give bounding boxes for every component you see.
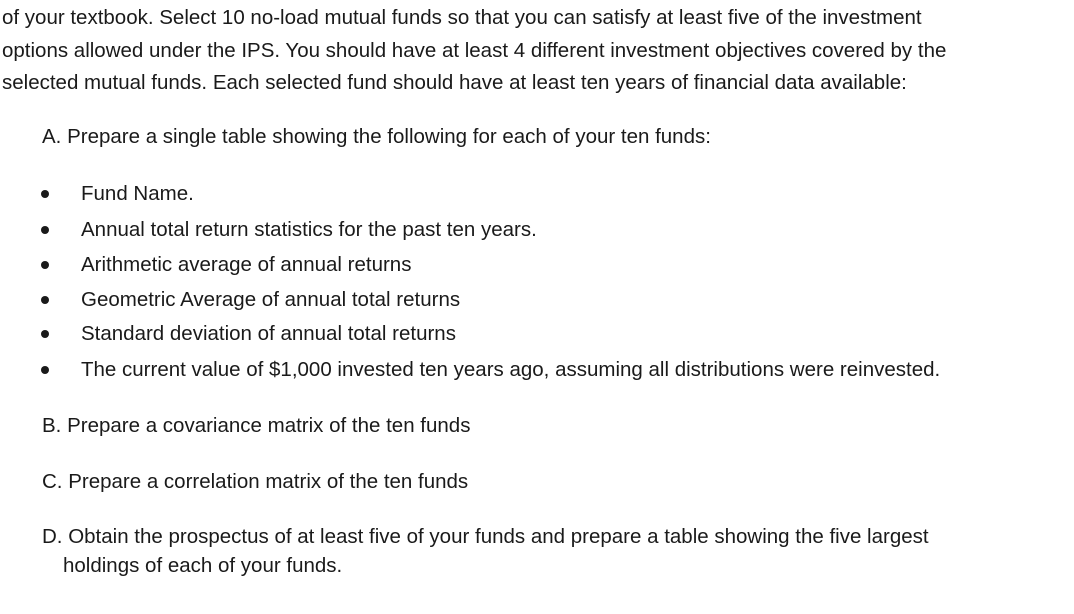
section-d-line-1: D. Obtain the prospectus of at least five of your funds and prepare a table showing the five largest (42, 525, 929, 548)
intro-paragraph (2, 2, 1062, 100)
bullet-text: The current value of $1,000 invested ten years ago, assuming all distributions were reinvested. (81, 358, 941, 381)
bullet-icon (41, 226, 49, 234)
bullet-icon (41, 296, 49, 304)
section-d-paragraph (42, 522, 1042, 580)
section-c-text: C. Prepare a correlation matrix of the ten funds (42, 470, 469, 493)
bullet-icon (41, 261, 49, 269)
intro-line-3: selected mutual funds. Each selected fund should have at least ten years of financial data available: (2, 71, 907, 94)
section-a-heading: A. Prepare a single table showing the following for each of your ten funds: (42, 125, 711, 148)
section-d-line-2: holdings of each of your funds. (63, 554, 343, 577)
intro-line-2: options allowed under the IPS. You should have at least 4 different investment objectives covered by the (2, 38, 947, 62)
bullet-text: Arithmetic average of annual returns (81, 253, 412, 276)
bullet-icon (41, 190, 49, 198)
bullet-icon (41, 366, 49, 374)
bullet-icon (41, 330, 49, 338)
intro-line-1: of your textbook. Select 10 no-load mutual funds so that you can satisfy at least five of the investment (2, 6, 922, 29)
bullet-text: Fund Name. (81, 182, 194, 205)
bullet-text: Annual total return statistics for the past ten years. (81, 218, 537, 241)
bullet-text: Geometric Average of annual total returns (81, 288, 461, 311)
section-b-text: B. Prepare a covariance matrix of the ten funds (42, 414, 471, 437)
bullet-text: Standard deviation of annual total returns (81, 322, 456, 345)
